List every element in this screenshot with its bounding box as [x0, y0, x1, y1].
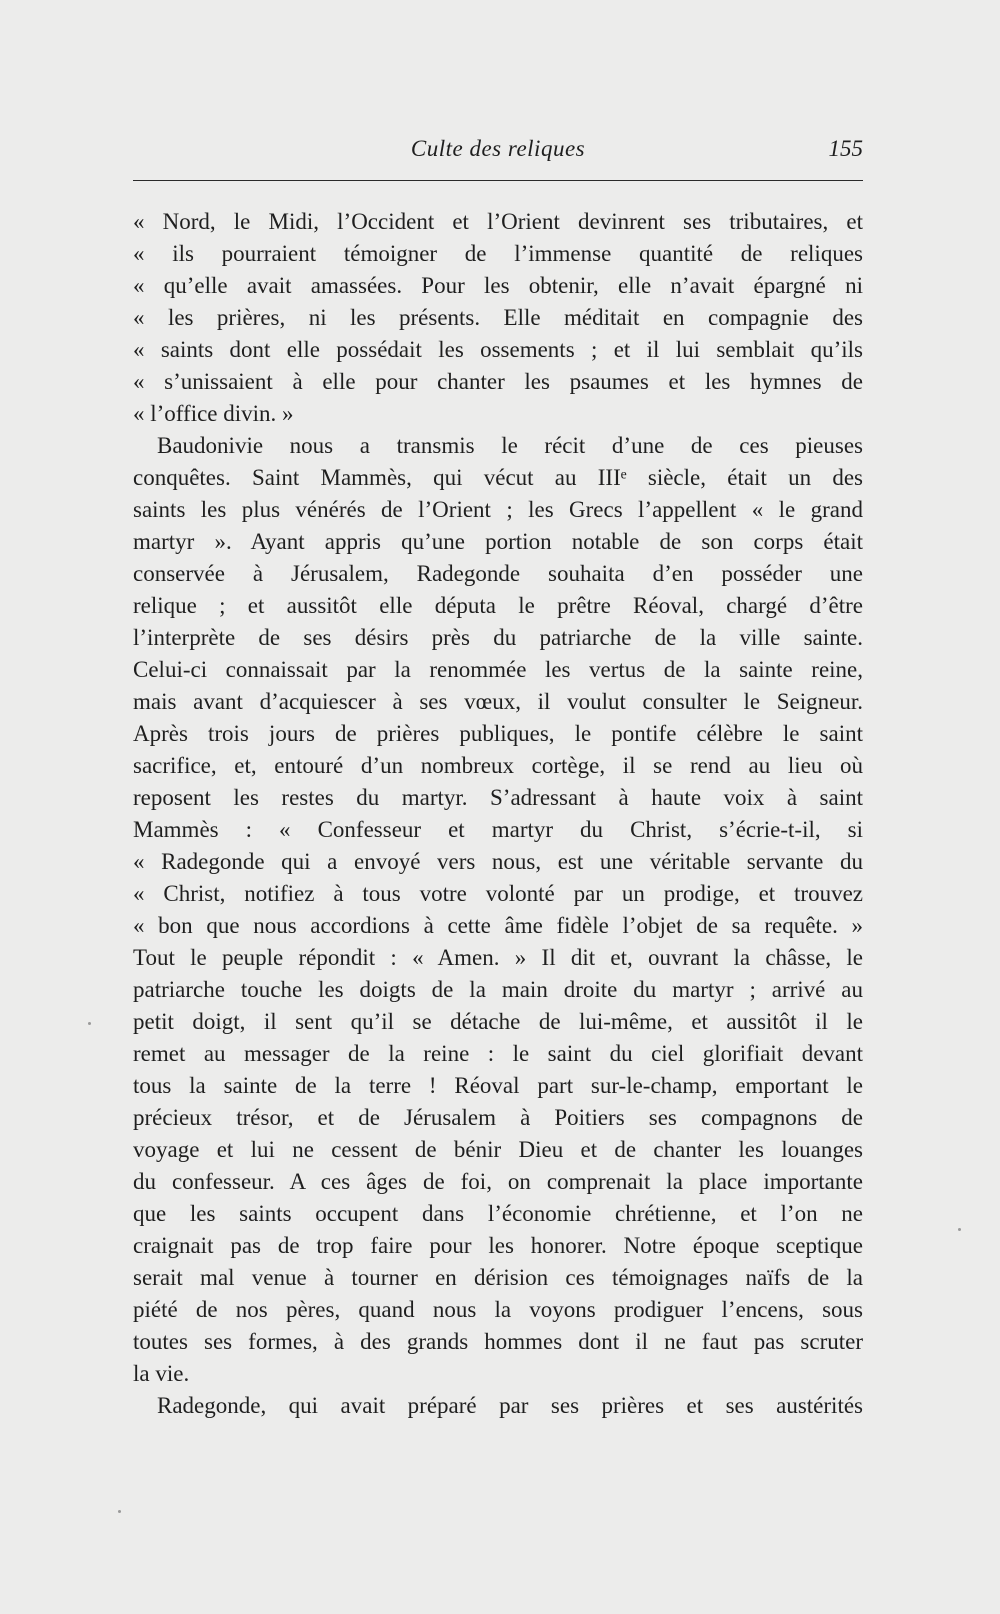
text-line: « saints dont elle possédait les ossements ; et il lui semblait qu’ils: [133, 337, 863, 362]
text-line: « l’office divin. »: [133, 401, 294, 426]
text-line: conquêtes. Saint Mammès, qui vécut au IIIᵉ siècle, était un des: [133, 465, 863, 490]
text-line: petit doigt, il sent qu’il se détache de lui-même, et aussitôt il le: [133, 1009, 863, 1034]
text-line: sacrifice, et, entouré d’un nombreux cortège, il se rend au lieu où: [133, 753, 863, 778]
text-line: « ils pourraient témoigner de l’immense quantité de reliques: [133, 241, 863, 266]
text-line: saints les plus vénérés de l’Orient ; les Grecs l’appellent « le grand: [133, 497, 863, 522]
text-line: « Radegonde qui a envoyé vers nous, est une véritable servante du: [133, 849, 863, 874]
text-line: martyr ». Ayant appris qu’une portion notable de son corps était: [133, 529, 863, 554]
text-line: Celui-ci connaissait par la renommée les vertus de la sainte reine,: [133, 657, 863, 682]
text-line: remet au messager de la reine : le saint du ciel glorifiait devant: [133, 1041, 863, 1066]
text-line: Après trois jours de prières publiques, le pontife célèbre le saint: [133, 721, 863, 746]
text-line: piété de nos pères, quand nous la voyons prodiguer l’encens, sous: [133, 1297, 863, 1322]
text-line: Radegonde, qui avait préparé par ses prières et ses austérités: [157, 1393, 863, 1418]
text-line: tous la sainte de la terre ! Réoval part sur-le-champ, emportant le: [133, 1073, 863, 1098]
running-title: Culte des reliques: [410, 136, 586, 161]
text-line: « les prières, ni les présents. Elle méditait en compagnie des: [133, 305, 863, 330]
text-line: toutes ses formes, à des grands hommes dont il ne faut pas scruter: [133, 1329, 863, 1354]
text-line: « qu’elle avait amassées. Pour les obtenir, elle n’avait épargné ni: [133, 273, 863, 298]
paper-speck: [118, 1510, 121, 1513]
paper-speck: [88, 1022, 91, 1025]
text-line: « Nord, le Midi, l’Occident et l’Orient devinrent ses tributaires, et: [133, 209, 863, 234]
text-line: « bon que nous accordions à cette âme fidèle l’objet de sa requête. »: [133, 913, 863, 938]
running-head: [133, 132, 863, 172]
body-text: [133, 206, 863, 1422]
text-line: serait mal venue à tourner en dérision ces témoignages naïfs de la: [133, 1265, 863, 1290]
text-line: craignait pas de trop faire pour les honorer. Notre époque sceptique: [133, 1233, 863, 1258]
page-number: 155: [828, 136, 863, 161]
text-line: Tout le peuple répondit : « Amen. » Il dit et, ouvrant la châsse, le: [133, 945, 863, 970]
text-line: « s’unissaient à elle pour chanter les psaumes et les hymnes de: [133, 369, 863, 394]
text-line: « Christ, notifiez à tous votre volonté par un prodige, et trouvez: [133, 881, 863, 906]
paper-speck: [958, 1228, 961, 1231]
text-line: que les saints occupent dans l’économie chrétienne, et l’on ne: [133, 1201, 863, 1226]
text-line: patriarche touche les doigts de la main droite du martyr ; arrivé au: [133, 977, 863, 1002]
text-line: voyage et lui ne cessent de bénir Dieu et de chanter les louanges: [133, 1137, 863, 1162]
header-rule: [133, 180, 863, 181]
text-line: du confesseur. A ces âges de foi, on comprenait la place importante: [133, 1169, 863, 1194]
text-line: conservée à Jérusalem, Radegonde souhaita d’en posséder une: [133, 561, 863, 586]
text-line: la vie.: [133, 1361, 190, 1386]
text-line: l’interprète de ses désirs près du patriarche de la ville sainte.: [133, 625, 863, 650]
text-line: relique ; et aussitôt elle députa le prêtre Réoval, chargé d’être: [133, 593, 863, 618]
text-line: reposent les restes du martyr. S’adressant à haute voix à saint: [133, 785, 863, 810]
text-line: précieux trésor, et de Jérusalem à Poitiers ses compagnons de: [133, 1105, 863, 1130]
text-line: mais avant d’acquiescer à ses vœux, il voulut consulter le Seigneur.: [133, 689, 863, 714]
text-line: Baudonivie nous a transmis le récit d’une de ces pieuses: [157, 433, 863, 458]
text-line: Mammès : « Confesseur et martyr du Christ, s’écrie-t-il, si: [133, 817, 863, 842]
